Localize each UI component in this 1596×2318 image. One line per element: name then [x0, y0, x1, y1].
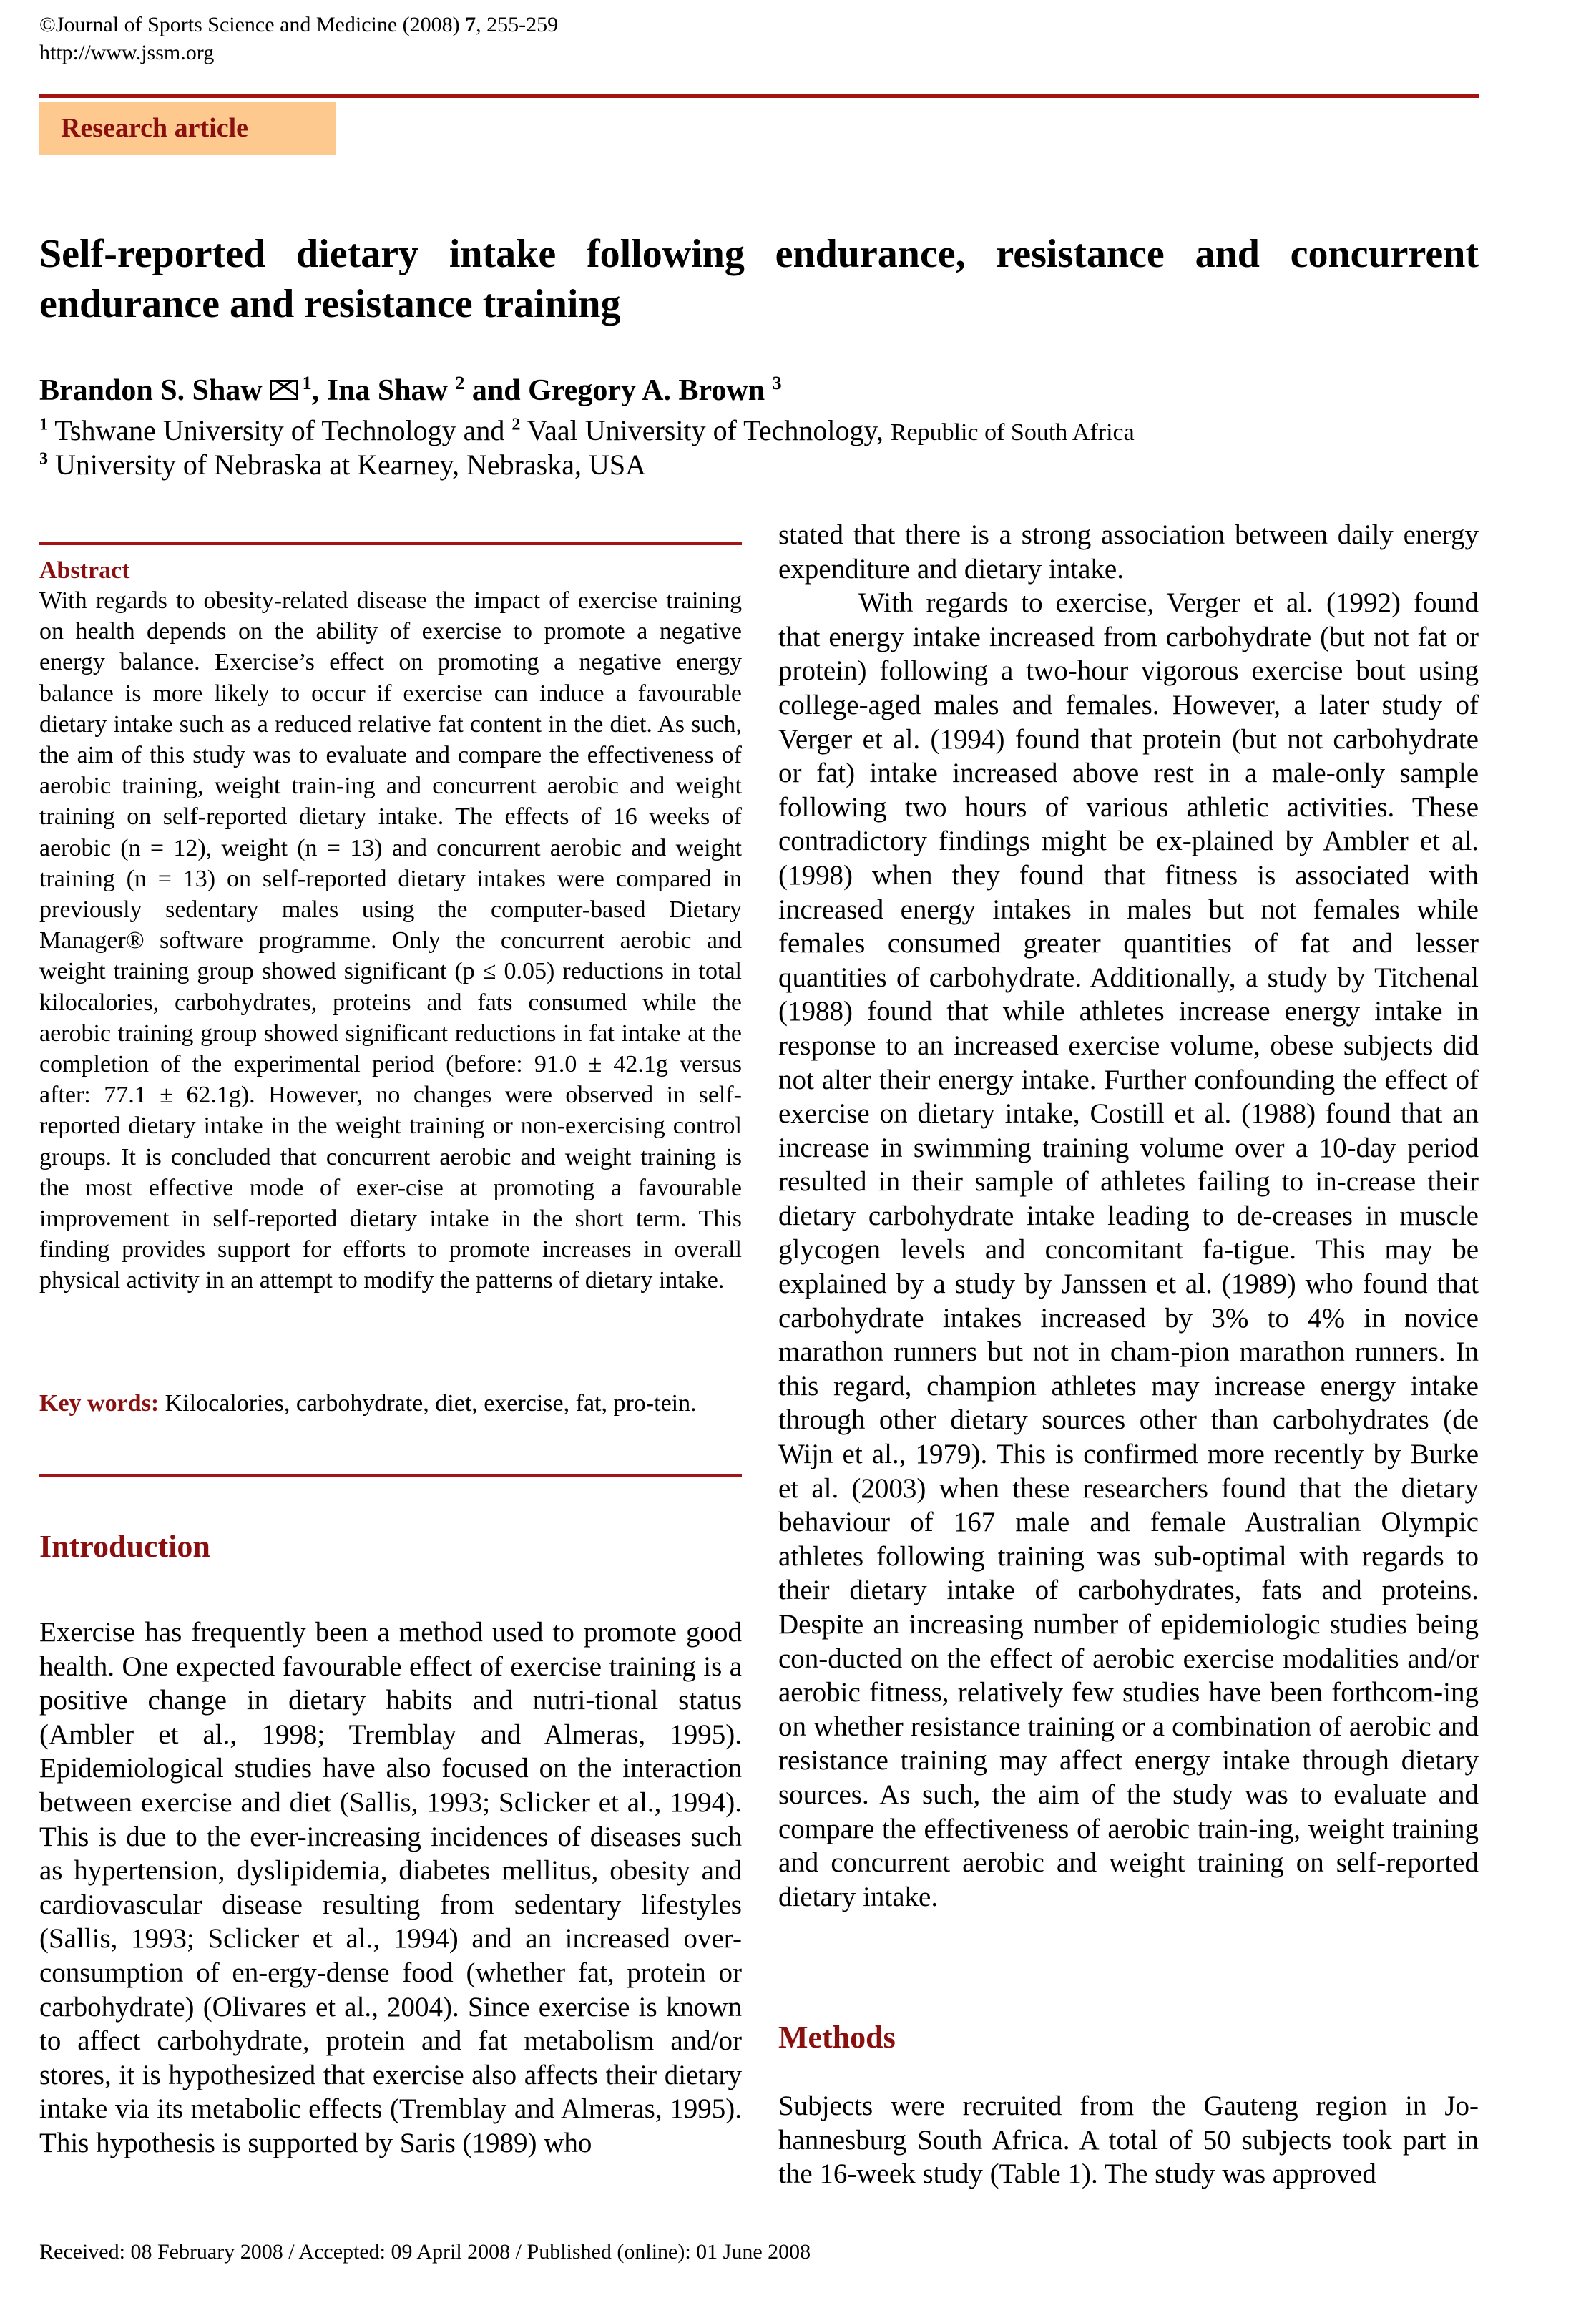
abstract-text: With regards to obesity-related disease the impact of exercise training on health depends on the ability of exercise to promote a negative energy balance. Exercise’s effect on promoting a negative energy balance is more likely to occur if exercise can induce a favourable dietary intake such as a reduced relative fat content in the diet. As such, the aim of this study was to evaluate and compare the effectiveness of aerobic training, weight train-ing and concurrent aerobic and weight training on self-reported dietary intake. The effects of 16 weeks of aerobic (n = 12), weight (n = 13) and concurrent aerobic and weight training (n = 13) on self-reported dietary intakes were compared in previously sedentary males using the computer-based Dietary Manager® software programme. Only the concurrent aerobic and weight training group showed significant (p ≤ 0.05) reductions in total kilocalories, carbohydrates, proteins and fats consumed while the aerobic training group showed significant reductions in fat intake at the completion of the experimental period (before: 91.0 ± 42.1g versus after: 77.1 ± 62.1g). However, no changes were observed in self-reported dietary intake in the weight training or non-exercising control groups. It is concluded that concurrent aerobic and weight training is the most effective mode of exer-cise at promoting a favourable improvement in self-reported dietary intake in the short term. This finding provides support for efforts to promote increases in overall physical activity in an attempt to modify the patterns of dietary intake.	[39, 587, 742, 1294]
affiliation-1-text: Tshwane University of Technology and	[48, 414, 512, 446]
author-3-affil: 3	[772, 373, 782, 393]
journal-citation-prefix: ©Journal of Sports Science and Medicine (2008)	[39, 13, 466, 36]
author-1-name: Brandon S. Shaw	[39, 374, 263, 407]
right-paragraph-2: With regards to exercise, Verger et al. (1992) found that energy intake increased from carbohydrate (but not fat or protein) following a two-hour vigorous exercise bout using college-aged males and females. However, a later study of Verger et al. (1994) found that protein (but not carbohydrate or fat) intake increased above rest in a male-only sample following two hours of various athletic activities. These contradictory findings might be ex-plained by Ambler et al. (1998) when they found that fitness is associated with increased energy intakes in males but not females while females consumed greater quantities of fat and lesser quantities of carbohydrate. Additionally, a study by Titchenal (1988) found that while athletes increase energy intake in response to an increased exercise volume, obese subjects did not alter their energy intake. Further confounding the effect of exercise on dietary intake, Costill et al. (1988) found that an increase in swimming training volume over a 10-day period resulted in their sample of athletes failing to in-crease their dietary carbohydrate intake leading to de-creases in muscle glycogen levels and concomitant fa-tigue. This may be explained by a study by Janssen et al. (1989) who found that carbohydrate intakes increased by 3% to 4% in novice marathon runners but not in cham-pion marathon runners. In this regard, champion athletes may increase energy intake through other dietary sources other than carbohydrates (de Wijn et al., 1979). This is confirmed more recently by Burke et al. (2003) when these researchers found that the dietary behaviour of 167 male and female Australian Olympic athletes following training was sub-optimal with regards to their dietary intake of carbohydrates, fats and proteins. Despite an increasing number of epidemiologic studies being con-ducted on the effect of aerobic exercise modalities and/or aerobic fitness, relatively few studies have been forthcom-ing on whether resistance training or a combination of aerobic and resistance training may affect energy intake through dietary sources. As such, the aim of the study was to evaluate and compare the effectiveness of aerobic train-ing, weight training and concurrent aerobic and weight training on self-reported dietary intake.	[778, 587, 1479, 1912]
introduction-text: Exercise has frequently been a method used to promote good health. One expected favourable effect of exercise training is a positive change in dietary habits and nutri-tional status (Ambler et al., 1998; Tremblay and Almeras, 1995). Epidemiological studies have also focused on the interaction between exercise and diet (Sallis, 1993; Sclicker et al., 1994). This is due to the ever-increasing incidences of diseases such as hypertension, dyslipidemia, diabetes mellitus, obesity and cardiovascular disease resulting from sedentary lifestyles (Sallis, 1993; Sclicker et al., 1994) and an increased over-consumption of en-ergy-dense food (whether fat, protein or carbohydrate) (Olivares et al., 2004). Since exercise is known to affect carbohydrate, protein and fat metabolism and/or stores, it is hypothesized that exercise also affects their dietary intake via its metabolic effects (Tremblay and Almeras, 1995). This hypothesis is supported by Saris (1989) who	[39, 1617, 742, 2158]
journal-url[interactable]: http://www.jssm.org	[39, 41, 215, 64]
author-2-affil: 2	[455, 373, 465, 393]
affiliation-line-1	[39, 412, 1135, 451]
affiliation-3-text: University of Nebraska at Kearney, Nebraska, USA	[48, 449, 647, 481]
email-icon[interactable]	[270, 380, 298, 400]
article-title: Self-reported dietary intake following endurance, resistance and concurrent endurance and resistance training	[39, 232, 1479, 326]
keywords-text: Kilocalories, carbohydrate, diet, exercise, fat, pro-tein.	[159, 1390, 697, 1417]
author-1-affil: 1	[302, 373, 312, 393]
methods-text: Subjects were recruited from the Gauteng region in Jo-hannesburg South Africa. A total of 50 subjects took part in the 16-week study (Table 1). The study was approved	[778, 2090, 1479, 2190]
keywords	[39, 1388, 742, 1419]
affiliation-3-marker: 3	[39, 449, 48, 469]
abstract-top-rule	[39, 542, 742, 545]
methods-heading: Methods	[778, 2020, 896, 2055]
affiliation-country: Republic of South Africa	[890, 419, 1135, 446]
right-column-text	[778, 518, 1479, 1914]
affiliation-line-2	[39, 446, 646, 484]
journal-pages: , 255-259	[476, 13, 559, 36]
affiliation-2-marker: 2	[511, 415, 521, 434]
abstract-bottom-rule	[39, 1474, 742, 1477]
journal-volume: 7	[465, 13, 476, 36]
right-paragraph-1: stated that there is a strong association between daily energy expenditure and dietary intake.	[778, 519, 1479, 585]
affiliation-1-marker: 1	[39, 415, 48, 434]
introduction-heading: Introduction	[39, 1529, 210, 1564]
publication-dates: Received: 08 February 2008 / Accepted: 09 April 2008 / Published (online): 01 June 2008	[39, 2240, 811, 2264]
header-divider	[39, 94, 1479, 98]
affiliation-2-text: Vaal University of Technology,	[520, 414, 891, 446]
abstract-heading: Abstract	[39, 557, 130, 584]
article-type-badge: Research article	[39, 102, 336, 155]
keywords-label: Key words:	[39, 1390, 160, 1417]
journal-citation	[39, 10, 558, 40]
author-list	[39, 369, 782, 412]
author-3-name: and Gregory A. Brown	[464, 374, 765, 407]
author-2-name: , Ina Shaw	[311, 374, 448, 407]
